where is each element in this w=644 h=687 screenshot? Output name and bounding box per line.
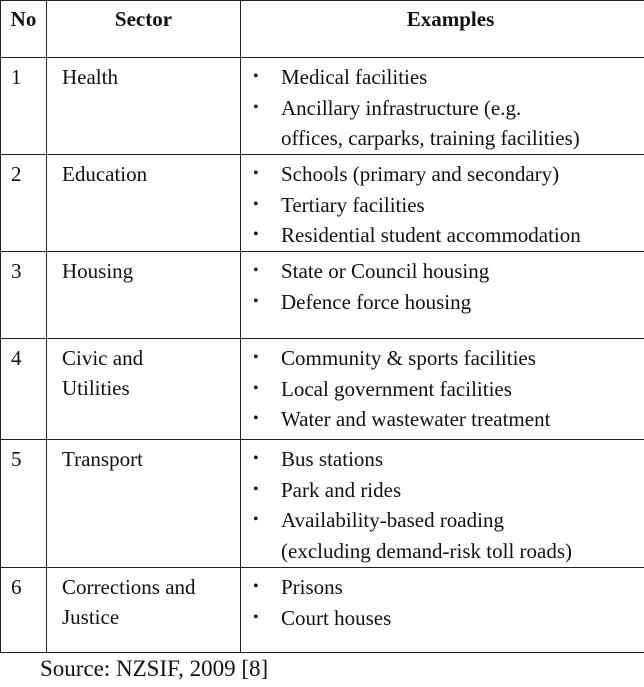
examples-list [251,444,644,566]
table-row [1,58,644,155]
sector-name [47,58,241,155]
table-row [1,155,644,252]
example-text: Court houses [281,605,392,630]
source-citation: Source: NZSIF, 2009 [8] [40,656,269,681]
example-text: Medical facilities [281,65,428,89]
row-number: 5 [1,440,47,568]
list-item [251,444,644,475]
list-item [251,572,644,603]
example-text: Water and wastewater treatment [281,407,551,431]
sector-name [47,155,241,252]
bullet-icon: • [253,68,259,85]
example-text: Park and rides [281,477,402,502]
examples-cell [241,568,644,653]
list-item [251,287,644,318]
table-row [1,252,644,339]
list-item [251,475,644,506]
list-item [251,159,644,190]
sector-label: Civic and Utilities [62,346,144,400]
examples-list [251,572,644,633]
sector-label: Housing [62,259,134,283]
sector-name [47,339,241,440]
list-item [251,190,644,221]
row-number: 4 [1,339,47,440]
bullet-icon: • [253,480,259,498]
example-text: State or Council housing [281,259,490,283]
examples-list [251,256,644,317]
row-number: 2 [1,155,47,252]
example-text: Residential student accommodation [281,223,581,247]
example-text: Local government facilities [281,376,512,401]
examples-list [251,343,644,435]
header-no: No [1,1,47,58]
table-row [1,440,644,568]
example-text: Ancillary infrastructure (e.g. offices, carparks, training facilities) [281,95,580,150]
sector-name [47,252,241,339]
bullet-icon: • [253,98,259,116]
example-text: Schools (primary and secondary) [281,162,560,186]
example-text: Prisons [281,575,343,599]
list-item [251,343,644,374]
example-text: Bus stations [281,447,384,471]
sector-label: Corrections and Justice [62,575,196,629]
bullet-icon: • [253,450,259,467]
bullet-icon: • [253,195,259,213]
bullet-icon: • [253,379,259,397]
bullet-icon: • [253,608,259,626]
bullet-icon: • [253,262,259,279]
list-item [251,62,644,93]
sector-label: Health [62,65,118,89]
header-sector: Sector [47,1,241,58]
row-number: 3 [1,252,47,339]
bullet-icon: • [253,410,259,427]
list-item [251,374,644,405]
table-header-row [1,1,644,58]
sector-label: Transport [62,447,143,471]
list-item [251,93,644,154]
table-row [1,339,644,440]
sector-name [47,568,241,653]
bullet-icon: • [253,165,259,182]
bullet-icon: • [253,226,259,243]
examples-cell [241,155,644,252]
header-examples: Examples [241,1,644,58]
examples-cell [241,339,644,440]
example-text: Defence force housing [281,289,472,314]
list-item [251,404,644,435]
list-item [251,256,644,287]
list-item [251,505,644,566]
examples-cell [241,58,644,155]
examples-list [251,62,644,154]
example-text: Availability-based roading (excluding demand-risk toll roads) [281,508,573,563]
examples-cell [241,440,644,568]
table-row [1,568,644,653]
bullet-icon: • [253,578,259,595]
sector-label: Education [62,162,148,186]
bullet-icon: • [253,511,259,528]
row-number: 1 [1,58,47,155]
bullet-icon: • [253,349,259,366]
row-number: 6 [1,568,47,653]
example-text: Tertiary facilities [281,192,425,217]
example-text: Community & sports facilities [281,346,536,370]
examples-list [251,159,644,251]
list-item [251,220,644,251]
bullet-icon: • [253,292,259,310]
list-item [251,603,644,634]
sector-name [47,440,241,568]
examples-cell [241,252,644,339]
